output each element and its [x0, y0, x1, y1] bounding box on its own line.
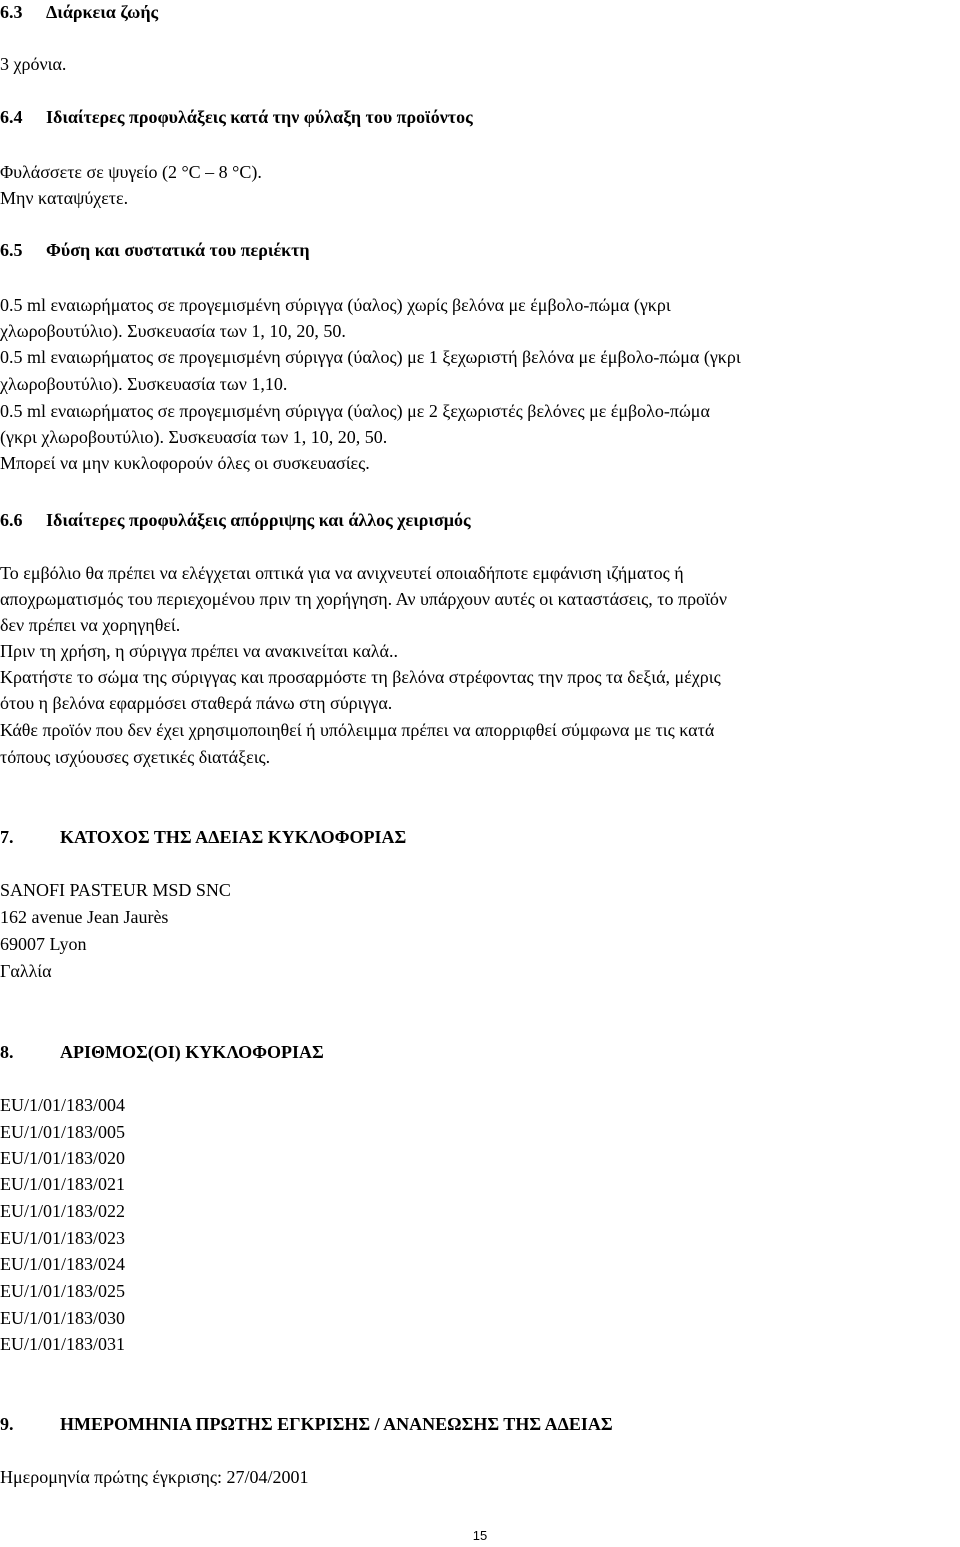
holder-line: Γαλλία: [0, 961, 52, 981]
heading-title: Διάρκεια ζωής: [46, 2, 159, 22]
registration-number: EU/1/01/183/005: [0, 1122, 125, 1142]
holder-line: SANOFI PASTEUR MSD SNC: [0, 880, 231, 900]
container-line: 0.5 ml εναιωρήματος σε προγεμισμένη σύριγγα (ύαλος) με 1 ξεχωριστή βελόνα με έμβολο-πώμα (γκρι: [0, 347, 741, 367]
heading-6-3: [0, 1, 158, 23]
handling-line: τόπους ισχύουσες σχετικές διατάξεις.: [0, 747, 271, 767]
heading-number: 6.3: [0, 2, 23, 22]
holder-line: 162 avenue Jean Jaurès: [0, 907, 169, 927]
container-line: Μπορεί να μην κυκλοφορούν όλες οι συσκευασίες.: [0, 453, 370, 473]
heading-title: Φύση και συστατικά του περιέκτη: [46, 240, 310, 260]
registration-number: EU/1/01/183/022: [0, 1201, 125, 1221]
page-number: 15: [472, 1528, 488, 1543]
handling-line: δεν πρέπει να χορηγηθεί.: [0, 615, 181, 635]
heading-8: [0, 1041, 324, 1063]
container-line: χλωροβουτύλιο). Συσκευασία των 1,10.: [0, 374, 288, 394]
handling-line: Το εμβόλιο θα πρέπει να ελέγχεται οπτικά για να ανιχνευτεί οποιαδήποτε εμφάνιση ιζήματος ή: [0, 563, 684, 583]
handling-line: αποχρωματισμός του περιεχομένου πριν τη χορήγηση. Αν υπάρχουν αυτές οι καταστάσεις, το προϊόν: [0, 589, 728, 609]
registration-number: EU/1/01/183/020: [0, 1148, 125, 1168]
heading-number: 9.: [0, 1414, 14, 1434]
heading-9: [0, 1413, 613, 1435]
heading-number: 6.4: [0, 107, 23, 127]
heading-6-4: [0, 106, 473, 128]
container-line: (γκρι χλωροβουτύλιο). Συσκευασία των 1, 10, 20, 50.: [0, 427, 388, 447]
registration-number: EU/1/01/183/021: [0, 1174, 125, 1194]
heading-number: 6.6: [0, 510, 23, 530]
handling-line: Κρατήστε το σώμα της σύριγγας και προσαρμόστε τη βελόνα στρέφοντας την προς τα δεξιά, μέχρις: [0, 667, 721, 687]
registration-number: EU/1/01/183/025: [0, 1281, 125, 1301]
approval-date: Ημερομηνία πρώτης έγκρισης: 27/04/2001: [0, 1467, 309, 1487]
storage-line: Μην καταψύχετε.: [0, 188, 129, 208]
shelf-life-text: 3 χρόνια.: [0, 54, 67, 74]
registration-number: EU/1/01/183/023: [0, 1228, 125, 1248]
holder-line: 69007 Lyon: [0, 934, 87, 954]
registration-number: EU/1/01/183/031: [0, 1334, 125, 1354]
handling-line: ότου η βελόνα εφαρμόσει σταθερά πάνω στη σύριγγα.: [0, 693, 393, 713]
heading-number: 7.: [0, 827, 14, 847]
heading-6-6: [0, 509, 471, 531]
heading-number: 6.5: [0, 240, 23, 260]
storage-line: Φυλάσσετε σε ψυγείο (2 °C – 8 °C).: [0, 162, 262, 182]
heading-title: ΚΑΤΟΧΟΣ ΤΗΣ ΑΔΕΙΑΣ ΚΥΚΛΟΦΟΡΙΑΣ: [60, 827, 407, 847]
registration-number: EU/1/01/183/004: [0, 1095, 125, 1115]
heading-title: Ιδιαίτερες προφυλάξεις απόρριψης και άλλος χειρισμός: [46, 510, 471, 530]
heading-title: ΑΡΙΘΜΟΣ(ΟΙ) ΚΥΚΛΟΦΟΡΙΑΣ: [60, 1042, 324, 1062]
heading-title: ΗΜΕΡΟΜΗΝΙΑ ΠΡΩΤΗΣ ΕΓΚΡΙΣΗΣ / ΑΝΑΝΕΩΣΗΣ ΤΗΣ ΑΔΕΙΑΣ: [60, 1414, 613, 1434]
handling-line: Κάθε προϊόν που δεν έχει χρησιμοποιηθεί ή υπόλειμμα πρέπει να απορριφθεί σύμφωνα με τις κατά: [0, 720, 715, 740]
heading-6-5: [0, 239, 310, 261]
heading-number: 8.: [0, 1042, 14, 1062]
registration-number: EU/1/01/183/024: [0, 1254, 125, 1274]
container-line: 0.5 ml εναιωρήματος σε προγεμισμένη σύριγγα (ύαλος) με 2 ξεχωριστές βελόνες με έμβολο-πώμα: [0, 401, 710, 421]
container-line: χλωροβουτύλιο). Συσκευασία των 1, 10, 20, 50.: [0, 321, 346, 341]
handling-line: Πριν τη χρήση, η σύριγγα πρέπει να ανακινείται καλά..: [0, 641, 398, 661]
heading-7: [0, 826, 406, 848]
heading-title: Ιδιαίτερες προφυλάξεις κατά την φύλαξη του προϊόντος: [46, 107, 473, 127]
registration-number: EU/1/01/183/030: [0, 1308, 125, 1328]
container-line: 0.5 ml εναιωρήματος σε προγεμισμένη σύριγγα (ύαλος) χωρίς βελόνα με έμβολο-πώμα (γκρι: [0, 295, 671, 315]
